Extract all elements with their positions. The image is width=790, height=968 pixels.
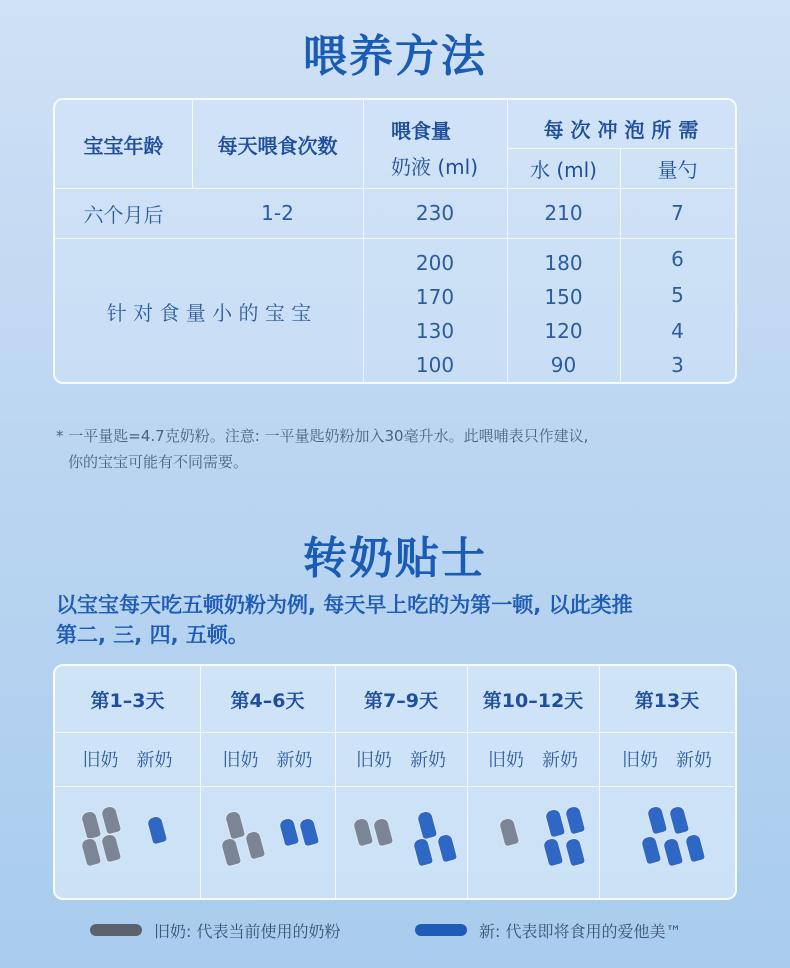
old-new-labels <box>200 732 335 786</box>
new-bottle-icon <box>416 809 439 840</box>
row2-water: 150 <box>544 285 583 309</box>
old-bottle-icon <box>100 832 123 863</box>
new-label: 新奶 <box>136 750 173 771</box>
transition-table <box>53 664 737 900</box>
new-bottle-icon <box>640 834 663 865</box>
old-new-labels <box>599 732 735 786</box>
feeding-note-line2: 你的宝宝可能有不同需要。 <box>68 453 249 471</box>
row1-water: 210 <box>544 201 583 225</box>
new-bottle-icon <box>412 836 435 867</box>
new-bottle-icon <box>544 807 567 838</box>
old-bottle-icon <box>352 816 375 847</box>
transition-desc-line1: 以宝宝每天吃五顿奶粉为例, 每天早上吃的为第一顿, 以此类推 <box>56 593 633 617</box>
row2-scoop: 3 <box>671 353 684 377</box>
day-column-header: 第4–6天 <box>230 689 305 712</box>
old-bottle-icon <box>100 804 123 835</box>
header-amount: 喂食量 <box>391 118 451 143</box>
old-label: 旧奶 <box>356 750 392 771</box>
new-bottle-icon <box>436 832 459 863</box>
header-scoop: 量勺 <box>657 157 698 182</box>
new-bottle-icon <box>298 816 321 847</box>
old-bottle-icon <box>220 836 243 867</box>
header-prep-group: 每 次 冲 泡 所 需 <box>543 117 699 142</box>
day-column-header: 第1–3天 <box>90 689 165 712</box>
row2-age: 针 对 食 量 小 的 宝 宝 <box>106 300 312 325</box>
new-bottle-icon <box>684 832 707 863</box>
row2-amount: 130 <box>415 319 455 343</box>
row1-times: 1-2 <box>261 201 294 225</box>
old-new-labels <box>335 732 467 786</box>
new-bottle-icon <box>564 836 587 867</box>
old-label: 旧奶 <box>82 750 119 771</box>
new-bottle-icon <box>646 804 669 835</box>
old-new-labels <box>467 732 599 786</box>
day-column-header: 第7–9天 <box>364 689 438 712</box>
old-new-labels <box>55 732 200 786</box>
legend-new-swatch <box>415 924 467 936</box>
old-label: 旧奶 <box>488 750 524 771</box>
row2-scoop: 4 <box>671 319 684 343</box>
row2-amount: 200 <box>415 251 455 275</box>
legend-old-text: 旧奶: 代表当前使用的奶粉 <box>154 922 341 941</box>
feeding-table <box>53 98 737 384</box>
feeding-note-line1: * 一平量匙=4.7克奶粉。注意: 一平量匙奶粉加入30毫升水。此喂哺表只作建议, <box>56 427 589 445</box>
new-bottle-icon <box>564 804 587 835</box>
row2-water: 90 <box>550 353 577 377</box>
header-water: 水 (ml) <box>529 157 597 182</box>
row2-scoop: 6 <box>671 247 684 271</box>
new-label: 新奶 <box>676 750 712 771</box>
row1-age: 六个月后 <box>83 202 164 227</box>
row2-amount: 170 <box>415 285 455 309</box>
header-age: 宝宝年龄 <box>83 133 164 158</box>
old-bottle-icon <box>80 809 103 840</box>
transition-title: 转奶贴士 <box>303 533 487 584</box>
old-label: 旧奶 <box>222 750 259 771</box>
row2-water: 120 <box>544 319 583 343</box>
new-label: 新奶 <box>542 750 578 771</box>
old-label: 旧奶 <box>622 750 658 771</box>
new-bottle-icon <box>668 804 691 835</box>
row2-water: 180 <box>544 251 583 275</box>
day-column-header: 第13天 <box>634 689 700 712</box>
header-times: 每天喂食次数 <box>217 133 338 158</box>
old-bottle-icon <box>498 816 521 847</box>
old-bottle-icon <box>372 816 395 847</box>
old-bottle-icon <box>80 836 103 867</box>
header-amount-unit: 奶液 (ml) <box>391 154 479 179</box>
new-bottle-icon <box>278 816 301 847</box>
row1-amount: 230 <box>415 201 455 225</box>
row2-scoop: 5 <box>671 283 684 307</box>
transition-desc-line2: 第二, 三, 四, 五顿。 <box>56 623 249 647</box>
old-bottle-icon <box>224 809 247 840</box>
legend-old-swatch <box>90 924 142 936</box>
row1-scoop: 7 <box>671 201 684 225</box>
new-bottle-icon <box>146 814 169 845</box>
legend-new-text: 新: 代表即将食用的爱他美™ <box>479 922 682 941</box>
new-bottle-icon <box>542 836 565 867</box>
new-label: 新奶 <box>410 750 446 771</box>
row2-amount: 100 <box>415 353 455 377</box>
feeding-title: 喂养方法 <box>303 31 487 82</box>
new-label: 新奶 <box>276 750 313 771</box>
new-bottle-icon <box>662 836 685 867</box>
old-bottle-icon <box>244 829 267 860</box>
day-column-header: 第10–12天 <box>482 689 584 712</box>
